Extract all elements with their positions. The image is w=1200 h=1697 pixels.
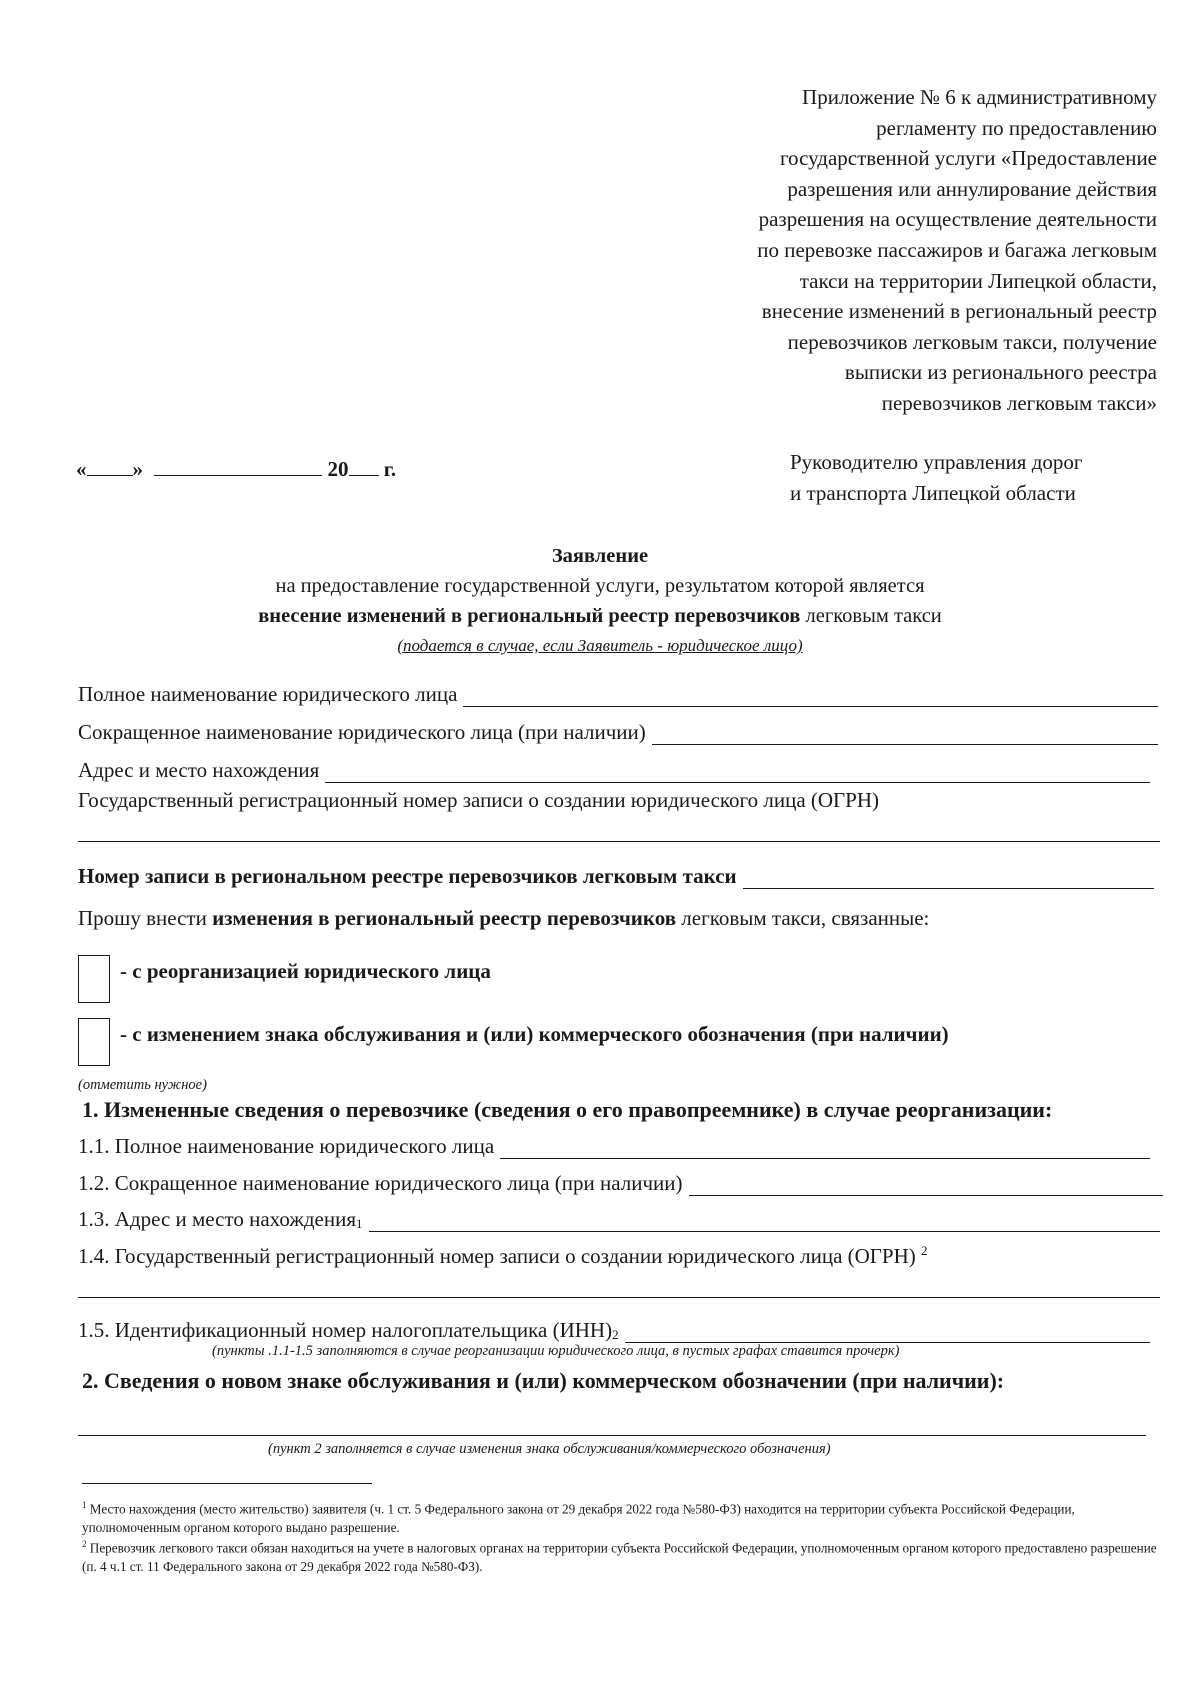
- month-blank[interactable]: [154, 457, 322, 476]
- registry-number-field[interactable]: Номер записи в региональном реестре перевозчиков легковым такси: [78, 864, 1154, 889]
- field-1-2[interactable]: 1.2. Сокращенное наименование юридического лица (при наличии): [78, 1171, 1163, 1196]
- section-2-hint: (пункт 2 заполняется в случае изменения знака обслуживания/коммерческого обозначения): [268, 1441, 831, 1457]
- appendix-line: выписки из регионального реестра: [844, 360, 1157, 385]
- short-name-blank[interactable]: [652, 724, 1158, 745]
- appendix-header: [640, 82, 1157, 419]
- section-2-title: 2. Сведения о новом знаке обслуживания и (или) коммерческом обозначении (при наличии):: [82, 1368, 1005, 1393]
- address-field[interactable]: Адрес и место нахождения: [78, 758, 1150, 783]
- registry-number-blank[interactable]: [743, 868, 1154, 889]
- appendix-line: перевозчиков легковым такси, получение: [787, 329, 1157, 354]
- field-1-3-blank[interactable]: [369, 1211, 1161, 1232]
- service-mark-checkbox[interactable]: [78, 1018, 110, 1066]
- reorganization-checkbox[interactable]: [78, 955, 110, 1003]
- title-note: (подается в случае, если Заявитель - юридическое лицо): [397, 636, 803, 655]
- short-name-field[interactable]: Сокращенное наименование юридического лица (при наличии): [78, 720, 1158, 745]
- field-1-4-label: 1.4. Государственный регистрационный номер записи о создании юридического лица (ОГРН) $^2$: [78, 1243, 928, 1268]
- field-1-2-blank[interactable]: [689, 1175, 1163, 1196]
- section-2-blank[interactable]: [78, 1434, 1146, 1436]
- appendix-line: перевозчиков легковым такси»: [881, 390, 1157, 415]
- footnote-separator: [82, 1483, 372, 1484]
- field-1-5[interactable]: 1.5. Идентификационный номер налогоплательщика (ИНН) 2: [78, 1318, 1150, 1343]
- field-1-5-blank[interactable]: [625, 1322, 1150, 1343]
- appendix-line: Приложение № 6 к административному: [802, 85, 1157, 109]
- section-1-hint: (пункты .1.1-1.5 заполняются в случае реорганизации юридического лица, в пустых графах ставится прочерк): [212, 1343, 900, 1359]
- address-blank[interactable]: [325, 762, 1150, 783]
- field-1-1-blank[interactable]: [500, 1138, 1150, 1159]
- options-hint: (отметить нужное): [78, 1077, 207, 1093]
- ogrn-label: Государственный регистрационный номер записи о создании юридического лица (ОГРН): [78, 788, 880, 812]
- appendix-line: по перевозке пассажиров и багажа легковым: [757, 237, 1157, 262]
- date-field[interactable]: « » 20 г.: [76, 457, 397, 481]
- appendix-line: разрешения или аннулирование действия: [787, 176, 1157, 201]
- appendix-line: государственной услуги «Предоставление: [779, 146, 1157, 171]
- option-reorganization[interactable]: - с реорганизацией юридического лица: [78, 955, 491, 1003]
- ogrn-blank[interactable]: [78, 840, 1160, 842]
- appendix-line: внесение изменений в региональный реестр: [761, 299, 1157, 324]
- field-1-4-blank[interactable]: [78, 1296, 1160, 1298]
- request-text: Прошу внести изменения в региональный реестр перевозчиков легковым такси, связанные:: [78, 906, 930, 930]
- appendix-line: регламенту по предоставлению: [876, 115, 1157, 140]
- full-name-blank[interactable]: [463, 686, 1158, 707]
- year-blank[interactable]: [349, 457, 379, 476]
- footnote-2: $^2$ Перевозчик легкового такси обязан находиться на учете в налоговых органах на территории субъекта Российской Федерации, уполномоченным органом которого предоставлено разрешение (п. 4 ч.1 ст. 11 Федерального закона от 29 декабря 2022 года №580-ФЗ).: [82, 1539, 1157, 1575]
- section-1-title: 1. Измененные сведения о перевозчике (сведения о его правопреемнике) в случае реорганизации:: [82, 1097, 1053, 1122]
- field-1-1[interactable]: 1.1. Полное наименование юридического лица: [78, 1134, 1150, 1159]
- footnote-1: $^1$ Место нахождения (место жительство) заявителя (ч. 1 ст. 5 Федерального закона от 29 декабря 2022 года №580-ФЗ) находится на территории субъекта Российской Федерации, уполномоченным органом которого выдано разрешение.: [82, 1500, 1075, 1536]
- option-service-mark[interactable]: - с изменением знака обслуживания и (или) коммерческого обозначения (при наличии): [78, 1018, 949, 1066]
- day-blank[interactable]: [87, 457, 133, 476]
- document-title: Заявление на предоставление государственной услуги, результатом которой является внесение изменений в региональный реестр перевозчиков легковым такси (подается в случае, если Заявитель - юридическое лицо): [0, 541, 1200, 661]
- appendix-line: такси на территории Липецкой области,: [799, 268, 1157, 293]
- appendix-line: разрешения на осуществление деятельности: [758, 207, 1157, 232]
- recipient-block: Руководителю управления дорог и транспорта Липецкой области: [790, 450, 1083, 505]
- title-heading: Заявление: [551, 545, 649, 567]
- full-name-field[interactable]: Полное наименование юридического лица: [78, 682, 1158, 707]
- field-1-3[interactable]: 1.3. Адрес и место нахождения 1: [78, 1207, 1160, 1232]
